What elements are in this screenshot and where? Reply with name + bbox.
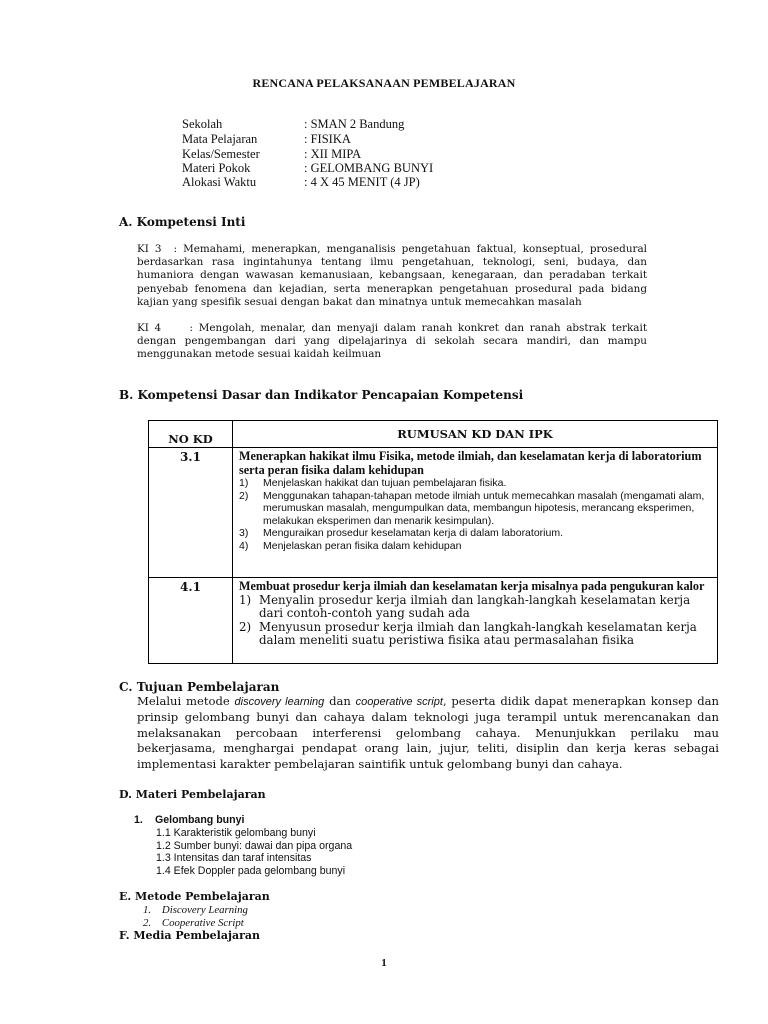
section-d-heading: D. Materi Pembelajaran <box>119 788 266 801</box>
table-row <box>149 448 718 578</box>
list-item: 2) Menggunakan tahapan-tahapan metode ilmiah untuk memecahkan masalah (mengamati alam, merumuskan masalah, mengumpulkan data, membangun hipotesis, merancang eksperimen, melakukan eksperimen dan menarik kesimpulan). <box>239 489 705 527</box>
kd-table <box>148 420 718 664</box>
identity-value: : SMAN 2 Bandung <box>304 117 405 131</box>
col-no-kd: NO KD <box>149 421 233 448</box>
method-discovery: discovery learning <box>234 696 325 708</box>
identity-key: Sekolah <box>182 117 223 131</box>
identity-value: : XII MIPA <box>304 147 362 161</box>
ipk-list <box>233 594 717 648</box>
document-title: RENCANA PELAKSANAAN PEMBELAJARAN <box>252 76 516 90</box>
ki3-paragraph: KI 3 : Memahami, menerapkan, menganalisis pengetahuan faktual, konseptual, prosedural berdasarkan rasa ingintahunya tentang ilmu pengetahuan, teknologi, seni, budaya, dan humaniora dengan wawasan kemanusiaan, kebangsaan, kenegaraan, dan peradaban terkait penyebab fenomena dan kejadian, serta menerapkan pengetahuan prosedural pada bidang kajian yang spesifik sesuai dengan bakat dan minatnya untuk memecahkan masalah <box>137 243 647 308</box>
kd-table-header <box>149 421 718 448</box>
section-a-heading: A. Kompetensi Inti <box>119 215 246 229</box>
table-row <box>149 578 718 664</box>
page-number: 1 <box>381 957 387 969</box>
section-b-heading: B. Kompetensi Dasar dan Indikator Pencapaian Kompetensi <box>119 388 524 402</box>
materi-item-title: Gelombang bunyi <box>155 814 245 826</box>
metode-item-2: 2. Cooperative Script <box>143 917 244 929</box>
materi-sub-4: 1.4 Efek Doppler pada gelombang bunyi <box>156 865 346 877</box>
identity-key: Alokasi Waktu <box>182 175 257 189</box>
list-item: 4) Menjelaskan peran fisika dalam kehidupan <box>239 539 462 552</box>
kd-statement: Menerapkan hakikat ilmu Fisika, metode ilmiah, dan keselamatan kerja di laboratorium serta peran fisika dalam kehidupan <box>239 449 702 477</box>
materi-sub-1: 1.1 Karakteristik gelombang bunyi <box>156 827 316 839</box>
identity-key: Materi Pokok <box>182 161 251 175</box>
list-item: 1) Menyalin prosedur kerja ilmiah dan langkah-langkah keselamatan kerja dari contoh-contoh yang sudah ada <box>239 592 691 620</box>
section-f-heading: F. Media Pembelajaran <box>119 929 261 942</box>
identity-value: : GELOMBANG BUNYI <box>304 161 434 175</box>
method-cooperative: cooperative script <box>355 696 443 708</box>
ipk-list <box>233 477 717 555</box>
kd-number: 3.1 <box>149 448 233 578</box>
kd-number: 4.1 <box>149 578 233 664</box>
metode-item-1: 1. Discovery Learning <box>143 904 248 916</box>
list-item: 1) Menjelaskan hakikat dan tujuan pembelajaran fisika. <box>239 477 507 489</box>
kd-cell <box>233 578 718 664</box>
identity-value: : 4 X 45 MENIT (4 JP) <box>304 175 420 189</box>
tujuan-paragraph: Melalui metode discovery learning dan cooperative script, peserta didik dapat menerapkan konsep dan prinsip gelombang bunyi dan cahaya dalam teknologi juga terampil untuk merencanakan dan melaksanakan percobaan interferensi gelombang cahaya. Menunjukkan perilaku mau bekerjasama, menghargai pendapat orang lain, jujur, teliti, disiplin dan kerja keras sebagai implementasi karakter pembelajaran saintifik untuk gelombang bunyi dan cahaya. <box>137 694 720 771</box>
section-c-heading: C. Tujuan Pembelajaran <box>119 680 280 694</box>
list-item: 3) Menguraikan prosedur keselamatan kerja di dalam laboratorium. <box>239 527 563 540</box>
kd-statement: Membuat prosedur kerja ilmiah dan keselamatan kerja misalnya pada pengukuran kalor <box>239 579 705 593</box>
materi-sub-3: 1.3 Intensitas dan taraf intensitas <box>156 852 312 864</box>
col-rumusan: RUMUSAN KD DAN IPK <box>233 421 718 448</box>
list-item: 2) Menyusun prosedur kerja ilmiah dan langkah-langkah keselamatan kerja dalam meneliti suatu peristiwa fisika atau permasalahan fisika <box>239 619 697 647</box>
materi-sub-2: 1.2 Sumber bunyi: dawai dan pipa organa <box>156 840 353 852</box>
identity-key: Kelas/Semester <box>182 147 260 161</box>
identity-key: Mata Pelajaran <box>182 132 258 146</box>
section-e-heading: E. Metode Pembelajaran <box>119 890 270 903</box>
kd-cell <box>233 448 718 578</box>
materi-item-number: 1. <box>134 814 143 826</box>
identity-value: : FISIKA <box>304 132 351 146</box>
ki4-paragraph: KI 4 : Mengolah, menalar, dan menyaji dalam ranah konkret dan ranah abstrak terkait dengan pengembangan dari yang dipelajarinya di sekolah secara mandiri, dan mampu menggunakan metode sesuai kaidah keilmuan <box>137 322 647 361</box>
